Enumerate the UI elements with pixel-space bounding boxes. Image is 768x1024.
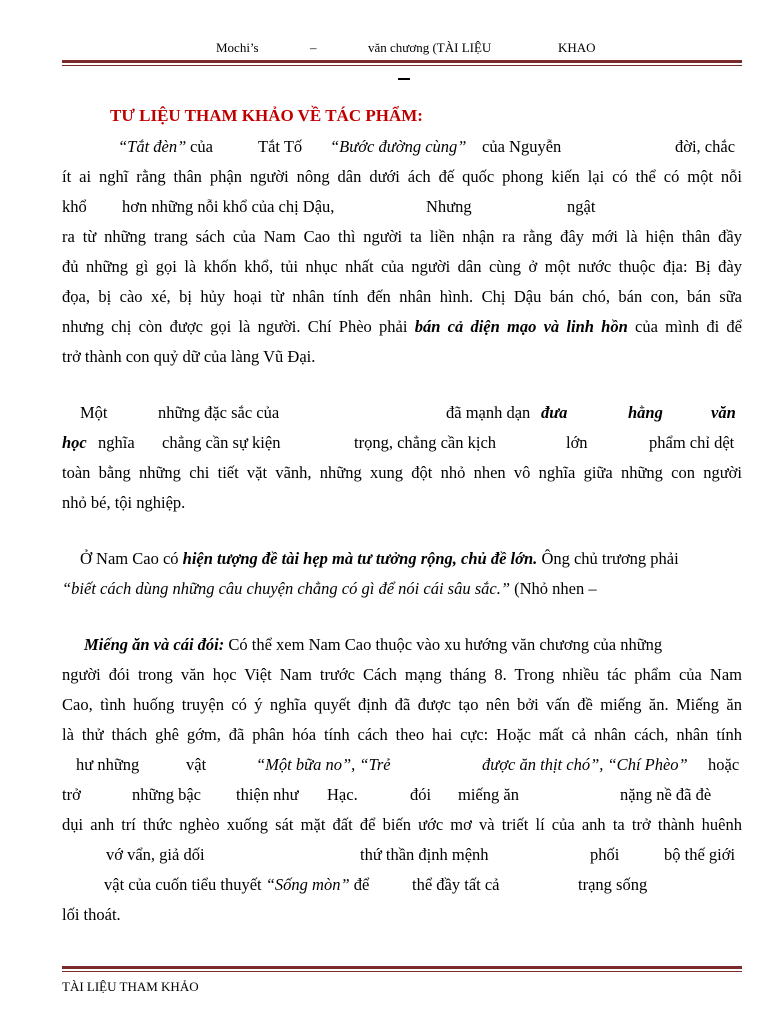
quote-text: “Một bữa no”, “Trẻ bbox=[256, 755, 391, 774]
header-dash-mark bbox=[398, 78, 410, 80]
text-fragment: những bậc bbox=[132, 785, 201, 804]
text-fragment: trở bbox=[62, 785, 81, 804]
header-dash: – bbox=[310, 40, 317, 55]
text-fragment: “Tắt đèn” bbox=[118, 137, 187, 156]
p4-line-8 bbox=[0, 845, 768, 867]
text-fragment: Một bbox=[80, 403, 108, 422]
text-fragment: của mình đi để bbox=[627, 317, 742, 336]
p4-line-2 bbox=[0, 665, 768, 687]
text-fragment: Tắt Tố bbox=[258, 137, 303, 156]
text-line bbox=[84, 635, 662, 655]
text-line: đọa, bị cào xé, bị hủy hoại từ nhân tính đến nhân hình. Chị Dậu bán chó, bán con, bán sữa bbox=[62, 287, 742, 306]
page-footer: TÀI LIỆU THAM KHẢO bbox=[62, 979, 199, 994]
text-fragment: Ông chủ trương phải bbox=[537, 549, 679, 568]
text-fragment: chẳng cần sự kiện bbox=[162, 433, 281, 452]
text-fragment: vật bbox=[186, 755, 207, 774]
text-fragment: (Nhỏ nhen – bbox=[510, 579, 597, 598]
text-line: ít ai nghĩ rằng thân phận người nông dân dưới ách đế quốc phong kiến lại có thể có một nỗi bbox=[62, 167, 742, 186]
text-fragment: vớ vẩn, giả dối bbox=[106, 845, 205, 864]
text-fragment: miếng ăn bbox=[458, 785, 519, 804]
text-fragment: nghĩa bbox=[98, 433, 135, 452]
text-fragment: ngật bbox=[567, 197, 596, 216]
text-fragment: hoặc bbox=[708, 755, 740, 774]
p4-line-10 bbox=[0, 905, 768, 927]
quote-text: được ăn thịt chó”, “Chí Phèo” bbox=[482, 755, 688, 774]
p4-line-1 bbox=[0, 635, 768, 657]
text-line bbox=[104, 875, 369, 895]
text-fragment: Hạc. bbox=[327, 785, 358, 804]
quote-text: “Sống mòn” bbox=[265, 875, 350, 894]
text-fragment: đời, chắc bbox=[675, 137, 736, 156]
p1-line-4 bbox=[0, 227, 768, 249]
text-line: Cao, tình huống truyện có ý nghĩa quyết định đã được tạo nên bởi vấn đề miếng ăn. Miếng ăn bbox=[62, 695, 742, 714]
text-line: nhỏ bé, tội nghiệp. bbox=[62, 493, 186, 512]
p1-line-6 bbox=[0, 287, 768, 309]
p4-line-5 bbox=[0, 755, 768, 777]
footer-rule bbox=[62, 966, 742, 972]
p4-line-4 bbox=[0, 725, 768, 747]
text-fragment: của bbox=[190, 137, 213, 156]
text-fragment: thể đầy tất cả bbox=[412, 875, 500, 894]
p1-line-3 bbox=[0, 197, 768, 219]
header-author: Mochi’s bbox=[216, 40, 259, 55]
text-line: là thử thách ghê gớm, đã phân hóa tính cách theo hai cực: Hoặc mất cả nhân cách, nhân tính bbox=[62, 725, 742, 744]
header-rule bbox=[62, 60, 742, 66]
text-line bbox=[62, 579, 597, 599]
text-fragment: những đặc sắc của bbox=[158, 403, 280, 422]
p1-line-7 bbox=[0, 317, 768, 339]
section-title: TƯ LIỆU THAM KHẢO VỀ TÁC PHẨM: bbox=[110, 106, 423, 125]
text-fragment: trọng, chẳng cần kịch bbox=[354, 433, 497, 452]
text-fragment: Ở Nam Cao có bbox=[80, 549, 183, 568]
text-fragment: thiện như bbox=[236, 785, 299, 804]
text-fragment: để bbox=[349, 875, 370, 894]
header-tail: KHAO bbox=[558, 40, 596, 55]
text-line: ra từ những trang sách của Nam Cao thì người ta liền nhận ra rằng đây mới là hiện thân đầy bbox=[62, 227, 742, 246]
p4-line-7 bbox=[0, 815, 768, 837]
p2-line-2 bbox=[0, 433, 768, 455]
p1-line-2 bbox=[0, 167, 768, 189]
text-fragment: nhưng chị còn được gọi là người. Chí Phèo phải bbox=[62, 317, 415, 336]
emphasis-text: Miếng ăn và cái đói: bbox=[84, 635, 225, 654]
text-line: đủ những gì gọi là khốn khổ, tủi nhục nhất của người dân cùng ở một nước thuộc địa: Bị đày bbox=[62, 257, 742, 276]
text-line: toàn bằng những chi tiết vặt vãnh, những xung đột nhỏ nhen vô nghĩa giữa những con người bbox=[62, 463, 742, 482]
text-fragment: Nhưng bbox=[426, 197, 472, 216]
text-fragment: vật của cuốn tiểu thuyết bbox=[104, 875, 266, 894]
emphasis-text: bán cả diện mạo và linh hồn bbox=[414, 317, 628, 336]
text-fragment: phối bbox=[590, 845, 620, 864]
text-fragment: nặng nề đã đè bbox=[620, 785, 712, 804]
text-fragment: hơn những nỗi khổ của chị Dậu, bbox=[122, 197, 335, 216]
emphasis-text: hiện tượng đề tài hẹp mà tư tưởng rộng, chủ đề lớn. bbox=[182, 549, 538, 568]
text-fragment: thứ thần định mệnh bbox=[360, 845, 489, 864]
text-fragment: trạng sống bbox=[578, 875, 648, 894]
p2-line-4 bbox=[0, 493, 768, 515]
p4-line-6 bbox=[0, 785, 768, 807]
text-fragment: đã mạnh dạn bbox=[446, 403, 531, 422]
p3-line-2 bbox=[0, 579, 768, 601]
text-line: người đói trong văn học Việt Nam trước Cách mạng tháng 8. Trong nhiều tác phẩm của Nam bbox=[62, 665, 742, 684]
text-line: trở thành con quỷ dữ của làng Vũ Đại. bbox=[62, 347, 316, 366]
text-fragment: “Bước đường cùng” bbox=[330, 137, 467, 156]
text-fragment: lớn bbox=[566, 433, 588, 452]
header-subject: văn chương (TÀI LIỆU bbox=[368, 40, 492, 55]
p3-line-1 bbox=[0, 549, 768, 571]
page-header bbox=[0, 40, 768, 56]
text-line: dụi anh trí thức nghèo xuống sát mặt đất để biến ước mơ và triết lí của anh ta trở thành huênh bbox=[62, 815, 742, 834]
text-fragment: Có thể xem Nam Cao thuộc vào xu hướng văn chương của những bbox=[224, 635, 663, 654]
emphasis-text: hằng bbox=[628, 403, 663, 422]
emphasis-text: học bbox=[62, 433, 87, 452]
text-line bbox=[80, 549, 679, 569]
p1-line-8 bbox=[0, 347, 768, 369]
p1-line-1 bbox=[0, 137, 768, 159]
p2-line-3 bbox=[0, 463, 768, 485]
text-fragment: đói bbox=[410, 785, 432, 804]
emphasis-text: đưa bbox=[541, 403, 568, 422]
text-fragment: phẩm chỉ dệt bbox=[649, 433, 735, 452]
p1-line-5 bbox=[0, 257, 768, 279]
text-line bbox=[62, 317, 742, 337]
p4-line-3 bbox=[0, 695, 768, 717]
p4-line-9 bbox=[0, 875, 768, 897]
quote-text: “biết cách dùng những câu chuyện chẳng có gì để nói cái sâu sắc.” bbox=[62, 579, 510, 598]
text-fragment: khổ bbox=[62, 197, 87, 216]
text-fragment: của Nguyễn bbox=[482, 137, 562, 156]
p2-line-1 bbox=[0, 403, 768, 425]
text-line: lối thoát. bbox=[62, 905, 121, 924]
text-fragment: hư những bbox=[76, 755, 140, 774]
text-fragment: bộ thế giới bbox=[664, 845, 736, 864]
emphasis-text: văn bbox=[711, 403, 736, 422]
